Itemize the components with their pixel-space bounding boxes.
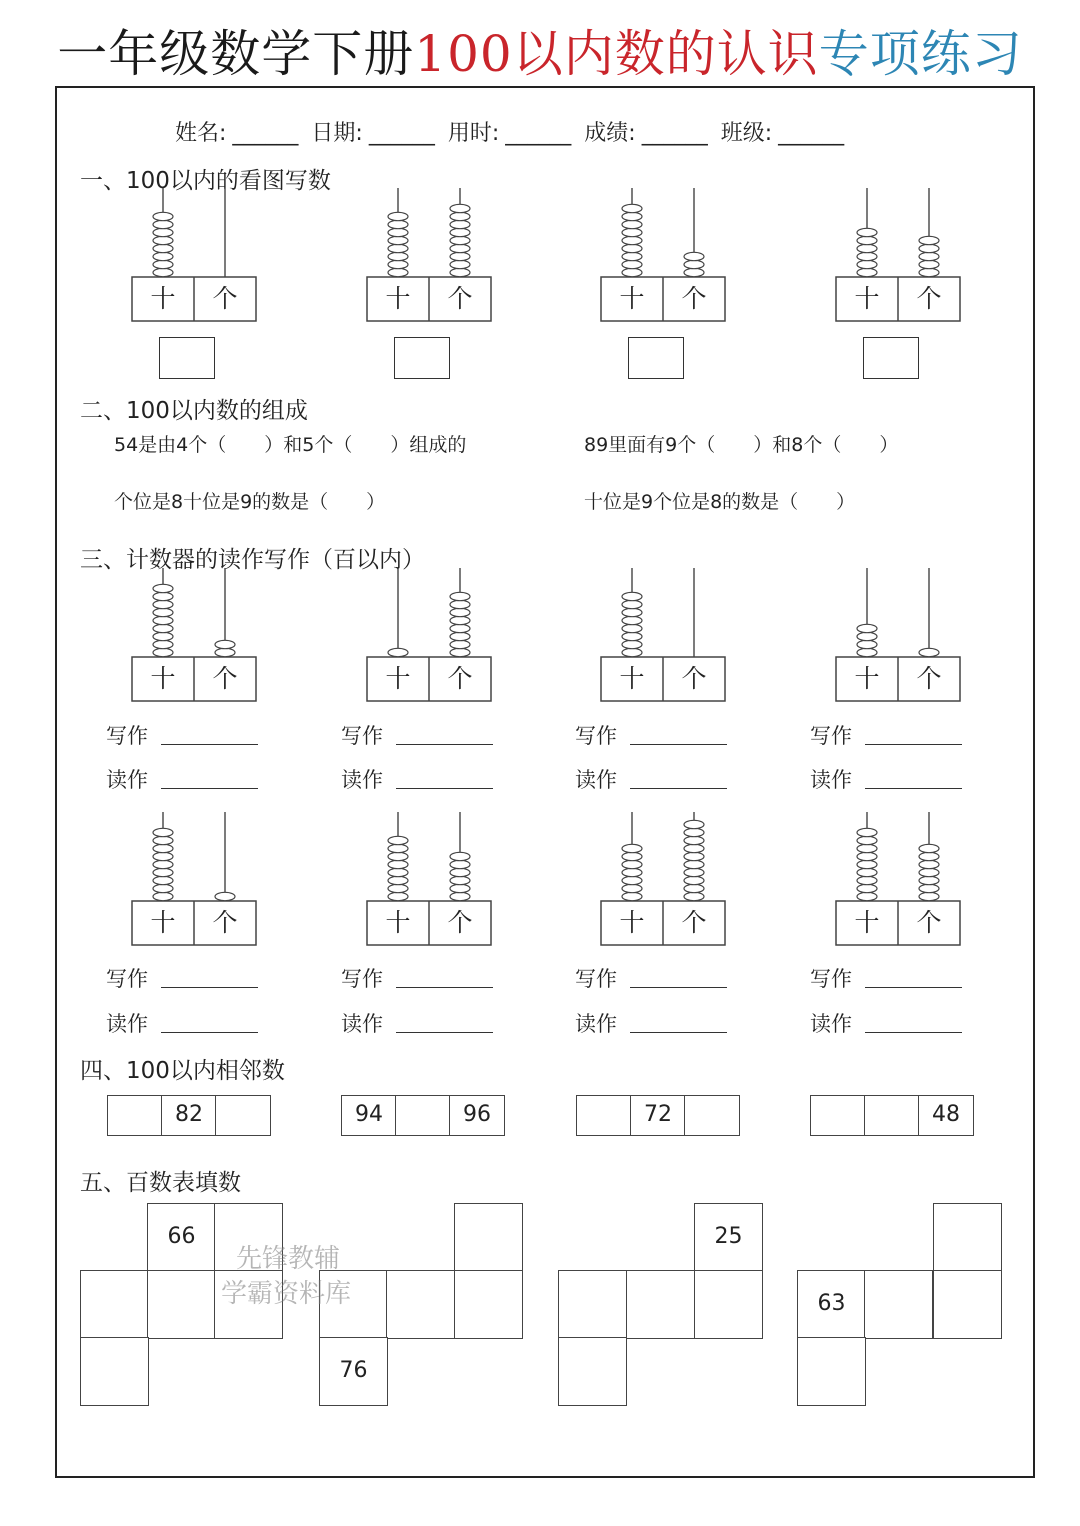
- abacus-bead: [919, 884, 939, 892]
- abacus-bead: [622, 244, 642, 252]
- abacus-bead: [622, 228, 642, 236]
- abacus-bead: [153, 648, 173, 656]
- abacus-bead: [450, 640, 470, 648]
- abacus-bead: [622, 844, 642, 852]
- write-label: 写作: [106, 724, 148, 748]
- abacus-bead: [622, 608, 642, 616]
- read-line[interactable]: [396, 788, 493, 789]
- abacus-bead: [450, 616, 470, 624]
- abacus-bead: [450, 852, 470, 860]
- tens-label: 十: [385, 908, 411, 937]
- tens-label: 十: [150, 664, 176, 693]
- hundred-chart-cell: 63: [797, 1270, 866, 1339]
- abacus-bead: [622, 592, 642, 600]
- neighbor-cell: 94: [341, 1095, 397, 1136]
- composition-question-2: 89里面有9个（ ）和8个（ ）: [584, 434, 899, 456]
- write-line[interactable]: [630, 987, 727, 988]
- watermark-line-1: 先锋教辅: [236, 1244, 341, 1274]
- neighbor-cell[interactable]: [107, 1095, 163, 1136]
- tens-label: 十: [854, 908, 880, 937]
- abacus-bead: [622, 616, 642, 624]
- abacus-bead: [450, 268, 470, 276]
- abacus-bead: [450, 892, 470, 900]
- abacus-bead: [153, 236, 173, 244]
- hundred-chart-cell[interactable]: [454, 1203, 523, 1272]
- class-blank[interactable]: ______: [778, 121, 845, 146]
- answer-box-2[interactable]: [394, 337, 450, 379]
- abacus-bead: [919, 252, 939, 260]
- abacus-bead: [388, 252, 408, 260]
- write-line[interactable]: [865, 987, 962, 988]
- tens-label: 十: [385, 284, 411, 313]
- tens-label: 十: [619, 664, 645, 693]
- abacus-bead: [450, 624, 470, 632]
- abacus-bead: [857, 844, 877, 852]
- neighbor-cell[interactable]: [215, 1095, 271, 1136]
- abacus-bead: [388, 884, 408, 892]
- abacus-bead: [857, 640, 877, 648]
- class-label: 班级:: [720, 121, 773, 146]
- date-blank[interactable]: ______: [368, 121, 435, 146]
- abacus-bead: [153, 624, 173, 632]
- tens-label: 十: [150, 284, 176, 313]
- abacus-bead: [684, 820, 704, 828]
- write-label: 写作: [341, 967, 383, 991]
- abacus-bead: [153, 244, 173, 252]
- abacus-bead: [622, 204, 642, 212]
- abacus-bead: [153, 228, 173, 236]
- read-line[interactable]: [865, 1032, 962, 1033]
- abacus-bead: [153, 884, 173, 892]
- section-1-heading: 一、100以内的看图写数: [80, 168, 331, 194]
- abacus-bead: [153, 860, 173, 868]
- hundred-chart-cell[interactable]: [626, 1270, 695, 1339]
- ones-label: 个: [916, 664, 942, 693]
- hundred-chart-cell[interactable]: [454, 1270, 523, 1339]
- abacus-bead: [857, 260, 877, 268]
- abacus-bead: [450, 236, 470, 244]
- abacus-bead: [388, 228, 408, 236]
- hundred-chart-cell[interactable]: [80, 1270, 149, 1339]
- read-label: 读作: [341, 768, 383, 792]
- abacus-bead: [388, 268, 408, 276]
- read-line[interactable]: [630, 788, 727, 789]
- abacus-bead: [857, 268, 877, 276]
- hundred-chart-cell[interactable]: [694, 1270, 763, 1339]
- abacus-bead: [684, 836, 704, 844]
- composition-question-4: 十位是9个位是8的数是（ ）: [584, 491, 856, 513]
- abacus-bead: [153, 584, 173, 592]
- read-line[interactable]: [630, 1032, 727, 1033]
- abacus-bead: [919, 244, 939, 252]
- abacus-bead: [153, 268, 173, 276]
- abacus-bead: [153, 608, 173, 616]
- abacus-bead: [684, 892, 704, 900]
- abacus-s1-3: [589, 180, 739, 325]
- abacus-bead: [388, 648, 408, 656]
- abacus-bead: [388, 236, 408, 244]
- abacus-s3-r1-3: [589, 560, 739, 705]
- abacus-bead: [622, 884, 642, 892]
- ones-label: 个: [916, 284, 942, 313]
- hundred-chart-cell[interactable]: [933, 1270, 1002, 1339]
- abacus-bead: [388, 212, 408, 220]
- abacus-bead: [919, 648, 939, 656]
- abacus-bead: [684, 876, 704, 884]
- abacus-bead: [684, 860, 704, 868]
- read-line[interactable]: [396, 1032, 493, 1033]
- abacus-bead: [215, 892, 235, 900]
- abacus-bead: [919, 892, 939, 900]
- abacus-bead: [857, 632, 877, 640]
- abacus-bead: [388, 852, 408, 860]
- abacus-s3-r2-2: [355, 804, 505, 949]
- abacus-bead: [153, 868, 173, 876]
- abacus-bead: [857, 228, 877, 236]
- abacus-bead: [153, 852, 173, 860]
- abacus-bead: [684, 252, 704, 260]
- score-label: 成绩:: [584, 121, 636, 146]
- write-line[interactable]: [865, 744, 962, 745]
- read-label: 读作: [106, 1012, 148, 1036]
- read-line[interactable]: [161, 788, 258, 789]
- abacus-bead: [388, 844, 408, 852]
- abacus-bead: [153, 212, 173, 220]
- read-label: 读作: [106, 768, 148, 792]
- abacus-bead: [153, 828, 173, 836]
- abacus-bead: [153, 252, 173, 260]
- abacus-bead: [450, 252, 470, 260]
- ones-label: 个: [447, 908, 473, 937]
- abacus-bead: [684, 852, 704, 860]
- neighbor-cell: 96: [449, 1095, 505, 1136]
- abacus-bead: [857, 624, 877, 632]
- abacus-bead: [450, 228, 470, 236]
- abacus-bead: [153, 616, 173, 624]
- abacus-bead: [622, 212, 642, 220]
- hundred-chart-cell[interactable]: [558, 1270, 627, 1339]
- abacus-bead: [622, 260, 642, 268]
- tens-label: 十: [854, 284, 880, 313]
- answer-box-3[interactable]: [628, 337, 684, 379]
- abacus-bead: [388, 892, 408, 900]
- neighbor-cell[interactable]: [810, 1095, 866, 1136]
- abacus-bead: [919, 844, 939, 852]
- abacus-bead: [450, 608, 470, 616]
- read-line[interactable]: [161, 1032, 258, 1033]
- abacus-bead: [857, 876, 877, 884]
- abacus-bead: [622, 852, 642, 860]
- abacus-bead: [622, 220, 642, 228]
- abacus-bead: [919, 852, 939, 860]
- neighbor-cell: 72: [630, 1095, 686, 1136]
- abacus-bead: [388, 220, 408, 228]
- abacus-bead: [450, 884, 470, 892]
- abacus-bead: [919, 236, 939, 244]
- abacus-bead: [622, 876, 642, 884]
- read-label: 读作: [810, 1012, 852, 1036]
- composition-question-1: 54是由4个（ ）和5个（ ）组成的: [114, 434, 467, 456]
- title-part-3: 专项练习: [818, 25, 1023, 83]
- neighbor-cell[interactable]: [395, 1095, 451, 1136]
- abacus-bead: [450, 244, 470, 252]
- abacus-s1-4: [824, 180, 974, 325]
- abacus-bead: [450, 876, 470, 884]
- read-label: 读作: [810, 768, 852, 792]
- hundred-chart-cell[interactable]: [147, 1270, 216, 1339]
- abacus-s3-r2-4: [824, 804, 974, 949]
- hundred-chart-cell: 76: [319, 1337, 388, 1406]
- write-label: 写作: [106, 967, 148, 991]
- abacus-bead: [153, 592, 173, 600]
- section-4-heading: 四、100以内相邻数: [80, 1058, 285, 1084]
- abacus-s3-r2-3: [589, 804, 739, 949]
- abacus-bead: [450, 860, 470, 868]
- abacus-bead: [388, 876, 408, 884]
- tens-label: 十: [854, 664, 880, 693]
- abacus-bead: [450, 868, 470, 876]
- abacus-bead: [919, 260, 939, 268]
- abacus-bead: [450, 632, 470, 640]
- abacus-bead: [857, 236, 877, 244]
- abacus-bead: [919, 868, 939, 876]
- ones-label: 个: [681, 284, 707, 313]
- ones-label: 个: [681, 908, 707, 937]
- abacus-bead: [857, 252, 877, 260]
- abacus-bead: [450, 600, 470, 608]
- hundred-chart-cell[interactable]: [797, 1337, 866, 1406]
- abacus-bead: [857, 648, 877, 656]
- abacus-bead: [857, 868, 877, 876]
- ones-label: 个: [447, 284, 473, 313]
- abacus-bead: [153, 836, 173, 844]
- abacus-bead: [153, 844, 173, 852]
- abacus-bead: [622, 892, 642, 900]
- neighbor-cell: 48: [918, 1095, 974, 1136]
- name-label: 姓名:: [175, 121, 227, 146]
- student-info-row: [175, 116, 850, 147]
- abacus-bead: [388, 836, 408, 844]
- ones-label: 个: [916, 908, 942, 937]
- abacus-bead: [622, 868, 642, 876]
- abacus-bead: [215, 648, 235, 656]
- write-label: 写作: [810, 967, 852, 991]
- hundred-chart-cell[interactable]: [386, 1270, 455, 1339]
- hundred-chart-cell[interactable]: [80, 1337, 149, 1406]
- abacus-bead: [153, 892, 173, 900]
- hundred-chart-cell: 25: [694, 1203, 763, 1272]
- abacus-bead: [684, 828, 704, 836]
- abacus-bead: [450, 648, 470, 656]
- abacus-s3-r1-4: [824, 560, 974, 705]
- abacus-bead: [622, 600, 642, 608]
- abacus-bead: [857, 884, 877, 892]
- write-label: 写作: [810, 724, 852, 748]
- read-label: 读作: [575, 1012, 617, 1036]
- write-line[interactable]: [630, 744, 727, 745]
- ones-label: 个: [212, 908, 238, 937]
- abacus-bead: [857, 860, 877, 868]
- abacus-bead: [622, 236, 642, 244]
- answer-box-1[interactable]: [159, 337, 215, 379]
- abacus-bead: [388, 868, 408, 876]
- name-blank[interactable]: ______: [232, 121, 299, 146]
- abacus-bead: [857, 852, 877, 860]
- neighbor-cell[interactable]: [684, 1095, 740, 1136]
- read-label: 读作: [341, 1012, 383, 1036]
- abacus-bead: [684, 260, 704, 268]
- hundred-chart-cell: 66: [147, 1203, 216, 1272]
- abacus-bead: [450, 204, 470, 212]
- abacus-bead: [388, 244, 408, 252]
- time-label: 用时:: [447, 121, 500, 146]
- hundred-chart-cell[interactable]: [864, 1270, 933, 1339]
- abacus-bead: [450, 220, 470, 228]
- write-label: 写作: [341, 724, 383, 748]
- date-label: 日期:: [311, 121, 363, 146]
- write-label: 写作: [575, 724, 617, 748]
- tens-label: 十: [619, 908, 645, 937]
- abacus-s3-r1-1: [120, 560, 270, 705]
- abacus-bead: [857, 244, 877, 252]
- section-3-heading: 三、计数器的读作写作（百以内）: [80, 547, 425, 573]
- answer-box-4[interactable]: [863, 337, 919, 379]
- write-line[interactable]: [161, 987, 258, 988]
- abacus-s1-2: [355, 180, 505, 325]
- write-line[interactable]: [161, 744, 258, 745]
- neighbor-cell[interactable]: [864, 1095, 920, 1136]
- abacus-bead: [622, 640, 642, 648]
- abacus-bead: [388, 260, 408, 268]
- abacus-bead: [450, 592, 470, 600]
- tens-label: 十: [385, 664, 411, 693]
- read-line[interactable]: [865, 788, 962, 789]
- abacus-s3-r1-2: [355, 560, 505, 705]
- abacus-bead: [450, 212, 470, 220]
- abacus-bead: [622, 252, 642, 260]
- read-label: 读作: [575, 768, 617, 792]
- abacus-bead: [622, 268, 642, 276]
- hundred-chart-cell[interactable]: [933, 1203, 1002, 1272]
- title-part-1: 一年级数学下册: [57, 25, 415, 83]
- watermark-line-2: 学霸资料库: [221, 1279, 352, 1309]
- abacus-bead: [153, 876, 173, 884]
- abacus-s3-r2-1: [120, 804, 270, 949]
- write-line[interactable]: [396, 987, 493, 988]
- composition-question-3: 个位是8十位是9的数是（ ）: [114, 491, 386, 513]
- abacus-bead: [919, 876, 939, 884]
- abacus-bead: [388, 860, 408, 868]
- abacus-bead: [153, 260, 173, 268]
- abacus-bead: [684, 868, 704, 876]
- abacus-bead: [153, 220, 173, 228]
- abacus-bead: [622, 632, 642, 640]
- neighbor-cell[interactable]: [576, 1095, 632, 1136]
- abacus-bead: [153, 632, 173, 640]
- title-part-2: 100以内数的认识: [414, 25, 819, 83]
- section-5-heading: 五、百数表填数: [80, 1170, 241, 1196]
- abacus-bead: [622, 624, 642, 632]
- abacus-bead: [622, 648, 642, 656]
- abacus-bead: [857, 892, 877, 900]
- time-blank[interactable]: ______: [505, 121, 572, 146]
- abacus-bead: [857, 828, 877, 836]
- ones-label: 个: [212, 284, 238, 313]
- abacus-bead: [153, 640, 173, 648]
- write-line[interactable]: [396, 744, 493, 745]
- section-2-heading: 二、100以内数的组成: [80, 398, 308, 424]
- abacus-bead: [622, 860, 642, 868]
- abacus-bead: [919, 860, 939, 868]
- ones-label: 个: [681, 664, 707, 693]
- abacus-bead: [215, 640, 235, 648]
- abacus-bead: [857, 836, 877, 844]
- abacus-s1-1: [120, 180, 270, 325]
- abacus-bead: [153, 600, 173, 608]
- ones-label: 个: [212, 664, 238, 693]
- tens-label: 十: [150, 908, 176, 937]
- abacus-bead: [684, 268, 704, 276]
- abacus-bead: [684, 884, 704, 892]
- abacus-bead: [919, 268, 939, 276]
- neighbor-cell: 82: [161, 1095, 217, 1136]
- abacus-bead: [684, 844, 704, 852]
- hundred-chart-cell[interactable]: [558, 1337, 627, 1406]
- write-label: 写作: [575, 967, 617, 991]
- abacus-bead: [450, 260, 470, 268]
- ones-label: 个: [447, 664, 473, 693]
- score-blank[interactable]: ______: [641, 121, 708, 146]
- page-title: [0, 14, 1080, 86]
- tens-label: 十: [619, 284, 645, 313]
